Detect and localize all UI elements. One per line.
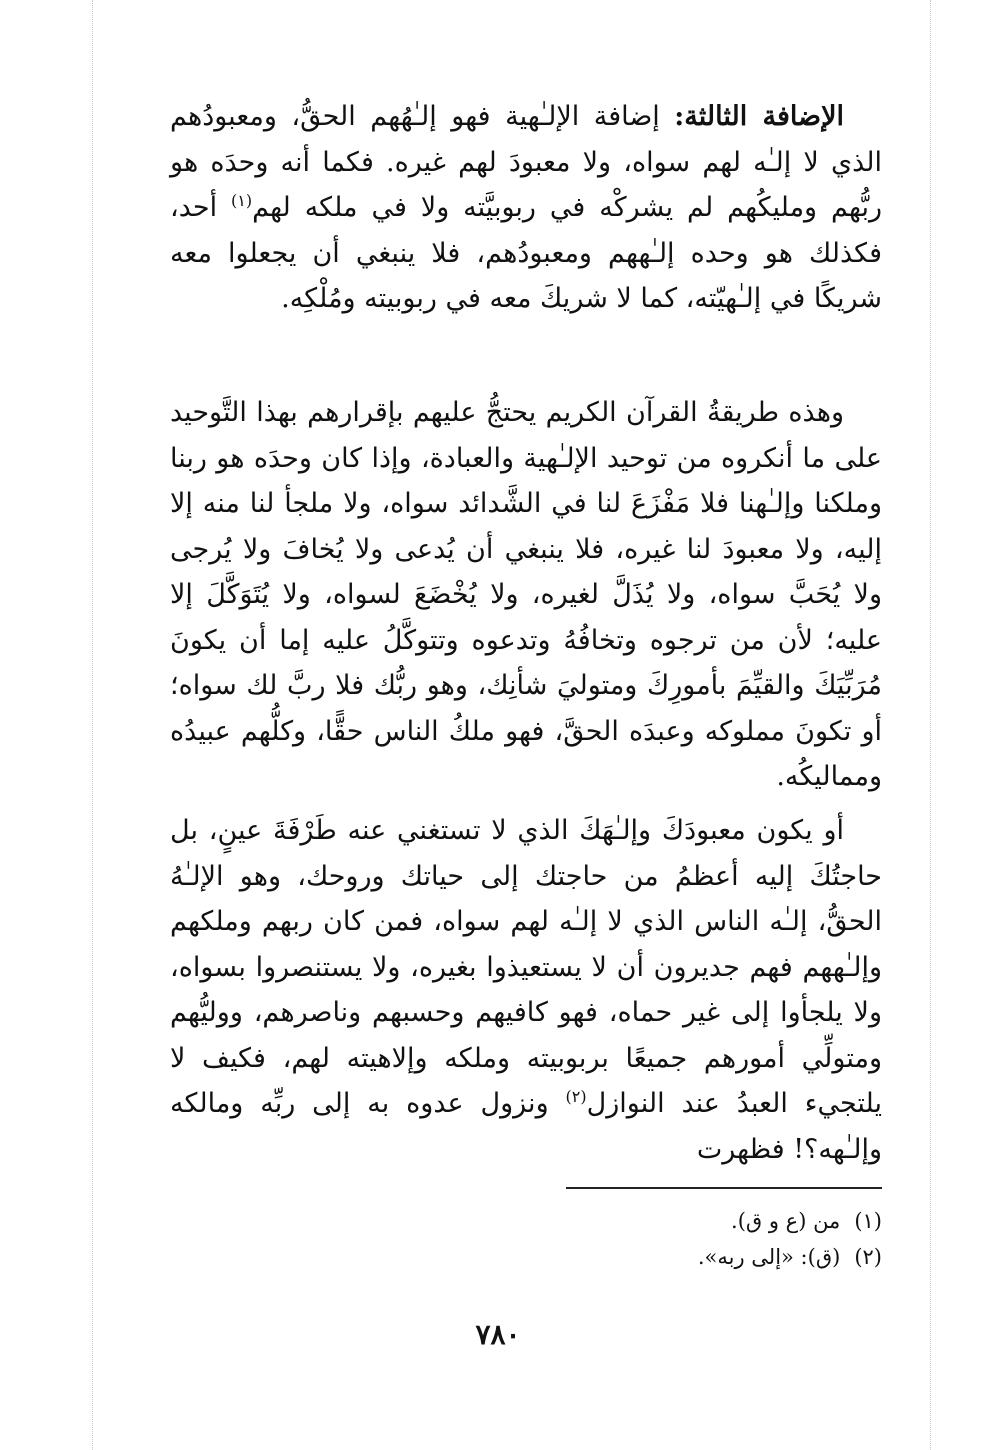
paragraph-2 [170,390,882,800]
paragraph-2-text: وهذه طريقةُ القرآن الكريم يحتجُّ عليهم بإقرارهم بهذا التَّوحيد على ما أنكروه من توحيد الإلـٰهية والعبادة، وإذا كان وحدَه هو ربنا وملكنا وإلـٰهنا فلا مَفْزَعَ لنا في الشَّدائد سواه، ولا ملجأ لنا منه إلا إليه، ولا معبودَ لنا غيره، فلا ينبغي أن يُدعى ولا يُخافَ ولا يُرجى ولا يُحَبَّ سواه، ولا يُذَلَّ لغيره، ولا يُخْضَعَ لسواه، ولا يُتَوَكَّلَ إلا عليه؛ لأن من ترجوه وتخافُهُ وتدعوه وتتوكَّلُ عليه إما أن يكونَ مُرَبِّيَكَ والقيِّمَ بأمورِكَ ومتوليَ شأنِك، وهو ربُّك فلا ربَّ لك سواه؛ أو تكونَ مملوكه وعبدَه الحقَّ، فهو ملكُ الناس حقًّا، وكلُّهم عبيدُه ومماليكُه. [170,397,882,792]
footnote-2-text: (ق): «إلى ربه». [697,1245,841,1269]
footnote-2-number: (٢) [854,1245,882,1269]
paragraph-1-text-end: أحد، فكذلك هو وحده إلـٰههم ومعبودُهم، فلا ينبغي أن يجعلوا معه شريكًا في إلـٰهيّته، كما لا شريكَ معه في ربوبيته ومُلْكِه. [170,192,882,314]
paragraph-3-text-end: ونزول عدوه به إلى ربِّه ومالكه وإلـٰهه؟! فظهرت [170,1088,882,1165]
page-number: ٧٨٠ [475,1318,521,1351]
footnote-separator-rule [566,1187,882,1189]
footnotes-section [170,1203,882,1275]
footnote-1-number: (١) [854,1209,882,1233]
footnote-1 [170,1203,882,1239]
footnote-ref-1[interactable]: (١) [231,191,253,210]
paragraph-3 [170,808,882,1172]
footnote-ref-2[interactable]: (٢) [565,1087,587,1106]
paragraph-1 [170,94,882,322]
footnote-1-text: من (ع و ق). [731,1209,841,1233]
paragraph-3-text-start: أو يكون معبودَكَ وإلـٰهَكَ الذي لا تستغني عنه طَرْفَةَ عينٍ، بل حاجتُكَ إليه أعظمُ من حاجتك إلى حياتك وروحك، وهو الإلـٰهُ الحقُّ، إلـٰه الناس الذي لا إلـٰه لهم سواه، فمن كان ربهم وملكهم وإلـٰههم فهم جديرون أن لا يستعيذوا بغيره، ولا يستنصروا بسواه، ولا يلجأوا إلى غير حماه، فهو كافيهم وحسبهم وناصرهم، ووليُّهم ومتولِّي أمورهم جميعًا بربوبيته وملكه وإلاهيته لهم، فكيف لا يلتجيء العبدُ عند النوازل [170,815,882,1119]
scan-margin-line-right [930,0,931,1450]
scan-margin-line-left [92,0,93,1450]
footnote-2 [170,1239,882,1275]
section-lead-heading: الإضافة الثالثة: [674,101,844,132]
paragraph-1-text-start: إضافة الإلـٰهية فهو إلـٰهُهم الحقُّ، ومعبودُهم الذي لا إلـٰه لهم سواه، ولا معبودَ لهم غيره. فكما أنه وحدَه هو ربُّهم ومليكُهم لم يشركْه في ربوبيَّته ولا في ملكه لهم [170,101,882,223]
